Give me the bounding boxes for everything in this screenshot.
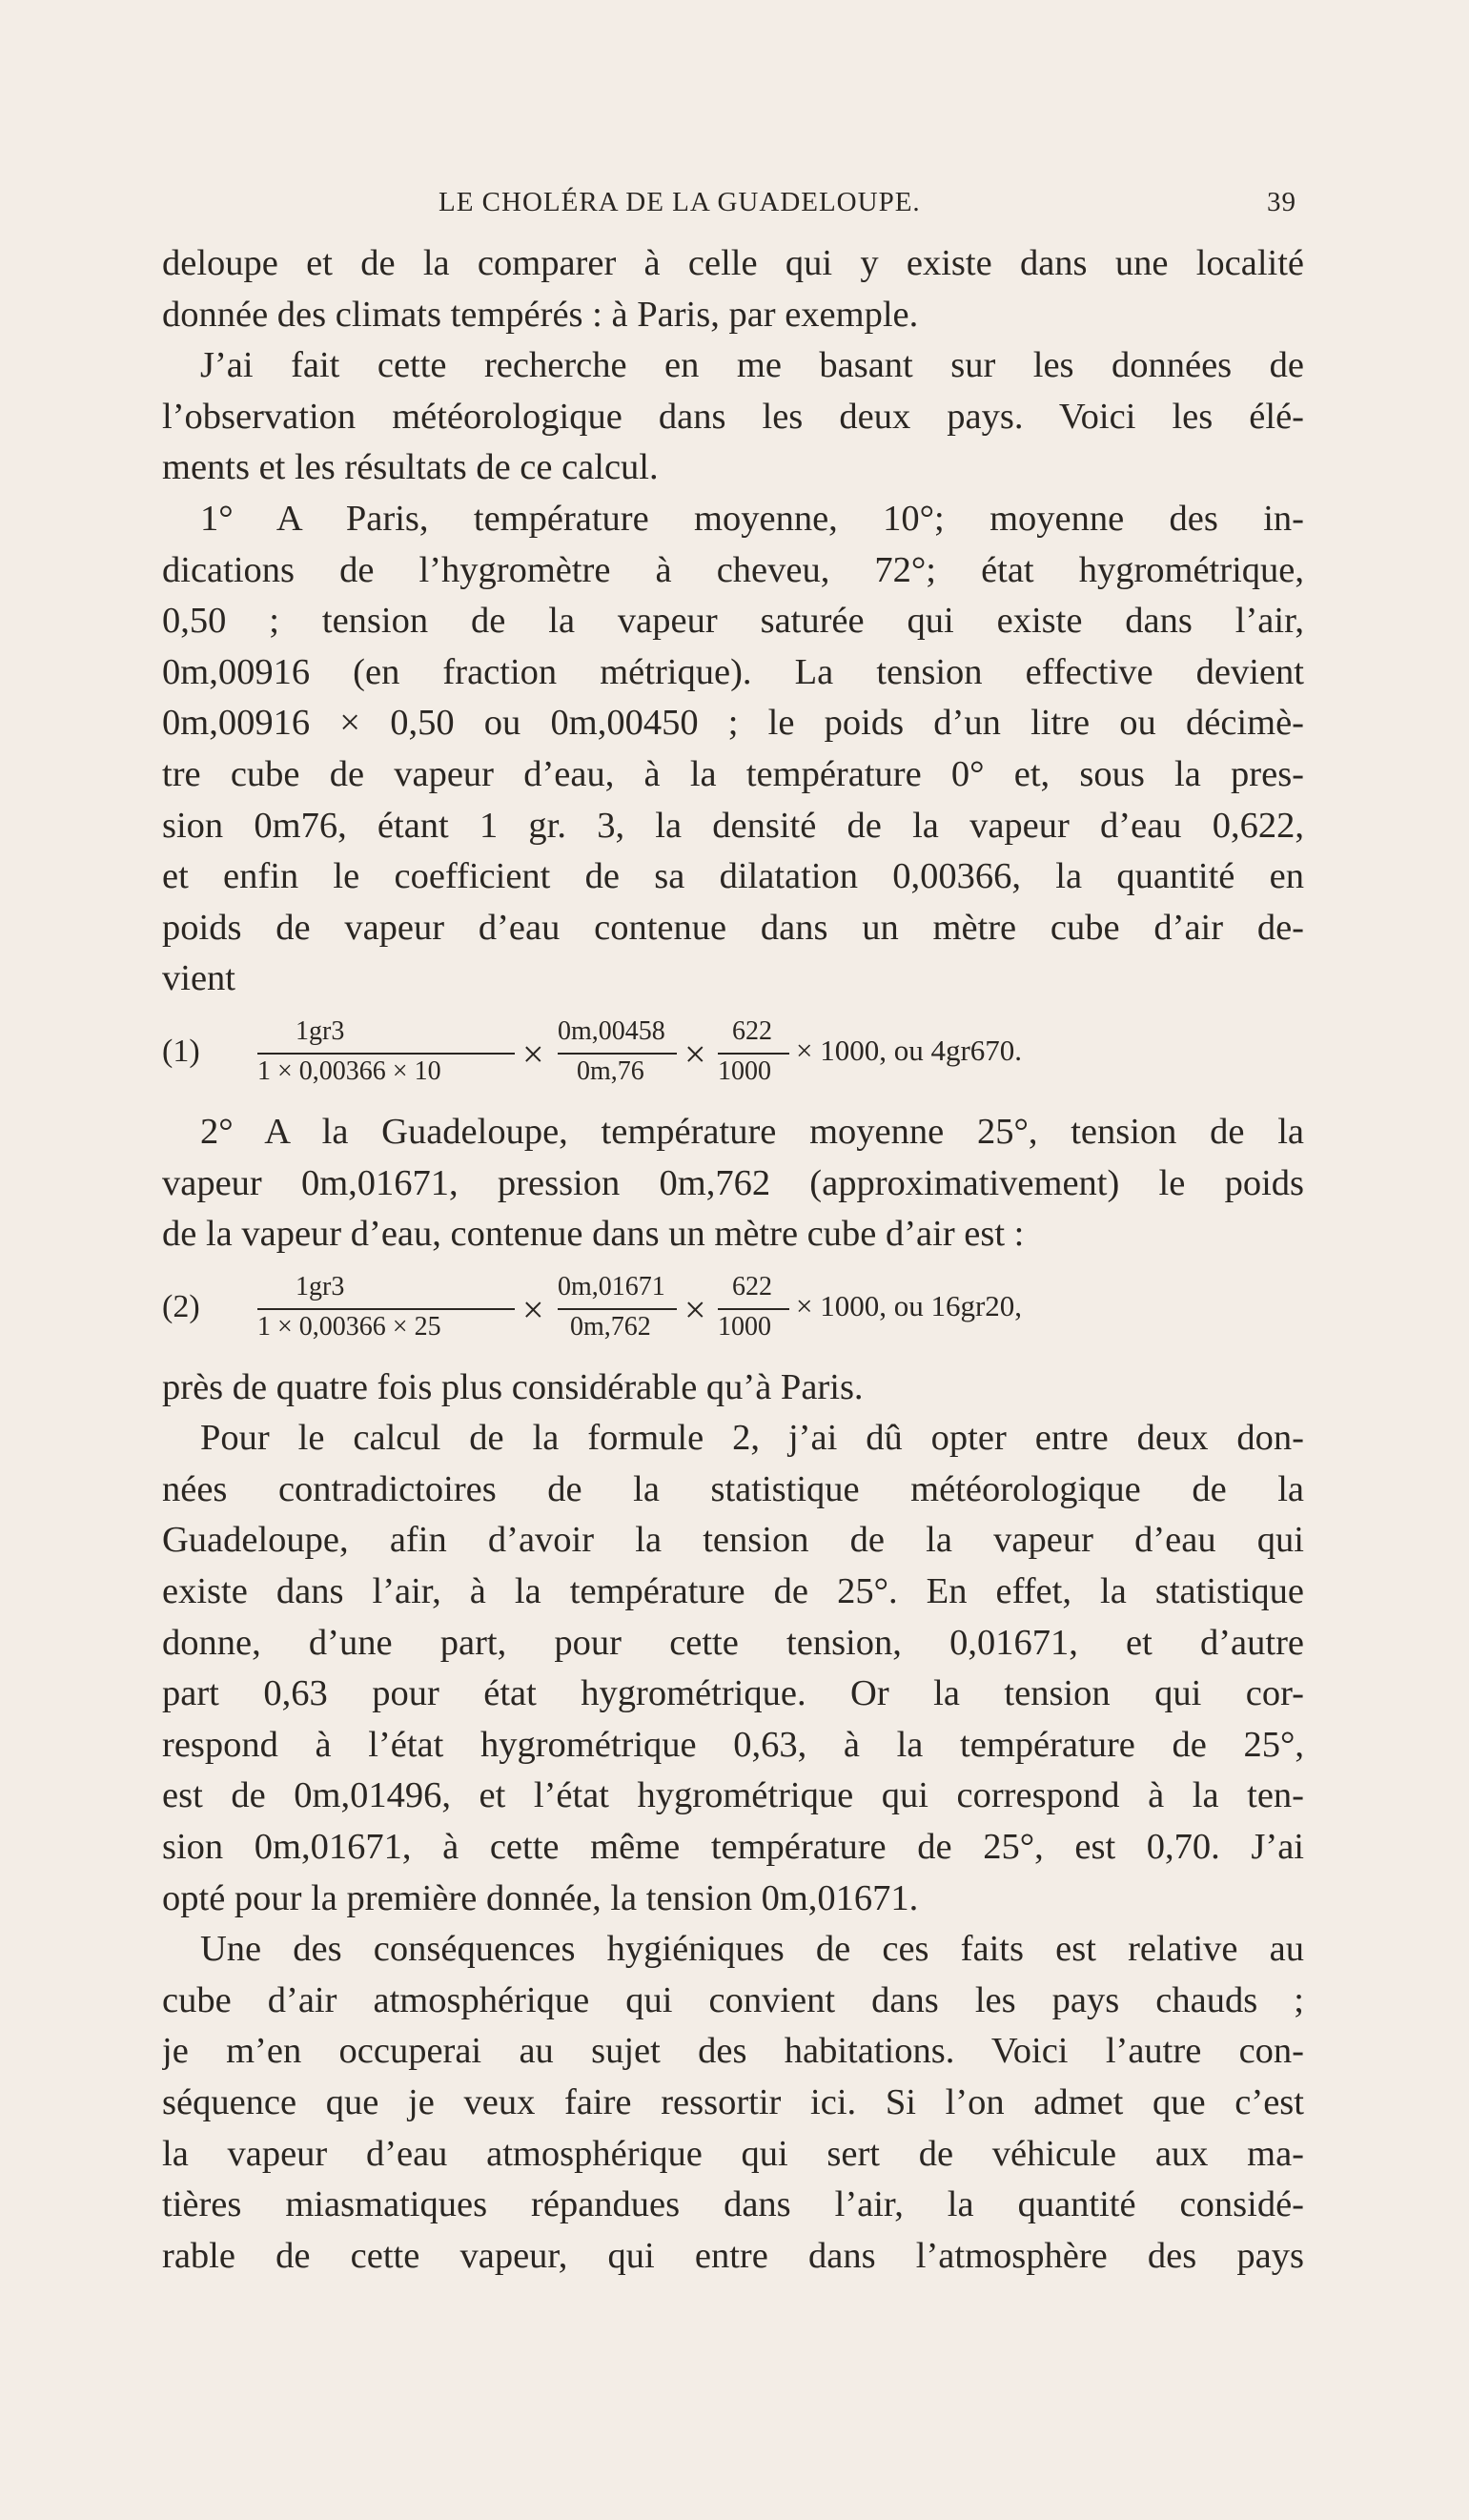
times-sign: × xyxy=(684,1287,706,1331)
text-line: existe dans l’air, à la température de 25°. En effet, la statistique xyxy=(162,1571,1304,1612)
formula-2 xyxy=(162,1260,1304,1362)
fraction-denominator: 0m,76 xyxy=(577,1055,644,1086)
text-line: ments et les résultats de ce calcul. xyxy=(162,447,659,488)
text-line: 0m,00916 × 0,50 ou 0m,00450 ; le poids d’un litre ou décimè- xyxy=(162,703,1304,744)
formula-result: × 1000, ou 16gr20, xyxy=(796,1288,1023,1322)
fraction-numerator: 1gr3 xyxy=(296,1015,345,1046)
text-line: 1° A Paris, température moyenne, 10°; moyenne des in- xyxy=(200,498,1304,539)
formula-label: (2) xyxy=(162,1288,200,1324)
text-line: poids de vapeur d’eau contenue dans un mètre cube d’air de- xyxy=(162,907,1304,948)
text-line: donne, d’une part, pour cette tension, 0,01671, et d’autre xyxy=(162,1622,1304,1663)
text-line: est de 0m,01496, et l’état hygrométrique qui correspond à la ten- xyxy=(162,1775,1304,1816)
times-sign: × xyxy=(522,1287,544,1331)
running-title: LE CHOLÉRA DE LA GUADELOUPE. xyxy=(439,187,921,217)
text-line: près de quatre fois plus considérable qu’à Paris. xyxy=(162,1366,864,1407)
text-line: dications de l’hygromètre à cheveu, 72°; état hygrométrique, xyxy=(162,549,1304,590)
fraction-denominator: 1000 xyxy=(718,1311,771,1342)
formula-1 xyxy=(162,1005,1304,1107)
fraction-bar xyxy=(558,1308,677,1310)
fraction-denominator: 1 × 0,00366 × 25 xyxy=(257,1311,441,1342)
text-line: vapeur 0m,01671, pression 0m,762 (approximativement) le poids xyxy=(162,1162,1304,1203)
fraction-denominator: 1000 xyxy=(718,1055,771,1086)
text-line: Pour le calcul de la formule 2, j’ai dû opter entre deux don- xyxy=(200,1418,1304,1459)
text-line: Une des conséquences hygiéniques de ces faits est relative au xyxy=(200,1929,1304,1970)
text-line: séquence que je veux faire ressortir ici. Si l’on admet que c’est xyxy=(162,2082,1304,2122)
text-line: tières miasmatiques répandues dans l’air, la quantité considé- xyxy=(162,2184,1304,2225)
fraction-denominator: 0m,762 xyxy=(570,1311,651,1342)
fraction-bar xyxy=(257,1053,515,1055)
running-header xyxy=(153,187,1296,225)
text-line: part 0,63 pour état hygrométrique. Or la tension qui cor- xyxy=(162,1673,1304,1714)
text-line: Guadeloupe, afin d’avoir la tension de la vapeur d’eau qui xyxy=(162,1520,1304,1561)
page-number: 39 xyxy=(1267,187,1296,217)
text-line: de la vapeur d’eau, contenue dans un mètre cube d’air est : xyxy=(162,1214,1025,1255)
text-line: donnée des climats tempérés : à Paris, par exemple. xyxy=(162,294,919,335)
formula-label: (1) xyxy=(162,1033,200,1069)
fraction-numerator: 0m,00458 xyxy=(558,1015,665,1046)
text-line: rable de cette vapeur, qui entre dans l’atmosphère des pays xyxy=(162,2235,1304,2276)
times-sign: × xyxy=(684,1032,706,1076)
text-line: la vapeur d’eau atmosphérique qui sert de véhicule aux ma- xyxy=(162,2133,1304,2174)
fraction-bar xyxy=(718,1308,789,1310)
text-line: nées contradictoires de la statistique météorologique de la xyxy=(162,1468,1304,1509)
text-line: sion 0m,01671, à cette même température de 25°, est 0,70. J’ai xyxy=(162,1827,1304,1868)
fraction-numerator: 0m,01671 xyxy=(558,1271,665,1301)
text-line: 2° A la Guadeloupe, température moyenne 25°, tension de la xyxy=(200,1111,1304,1152)
fraction-bar xyxy=(257,1308,515,1310)
body-text xyxy=(162,238,1304,2282)
text-line: et enfin le coefficient de sa dilatation 0,00366, la quantité en xyxy=(162,856,1304,897)
fraction-numerator: 1gr3 xyxy=(296,1271,345,1301)
text-line: cube d’air atmosphérique qui convient dans les pays chauds ; xyxy=(162,1979,1304,2020)
fraction-numerator: 622 xyxy=(732,1271,772,1301)
text-line: je m’en occuperai au sujet des habitations. Voici l’autre con- xyxy=(162,2031,1304,2072)
formula-result: × 1000, ou 4gr670. xyxy=(796,1033,1023,1067)
text-line: J’ai fait cette recherche en me basant sur les données de xyxy=(200,345,1304,386)
text-line: l’observation météorologique dans les deux pays. Voici les élé- xyxy=(162,396,1304,437)
text-line: 0m,00916 (en fraction métrique). La tension effective devient xyxy=(162,651,1304,692)
times-sign: × xyxy=(522,1032,544,1076)
fraction-numerator: 622 xyxy=(732,1015,772,1046)
fraction-bar xyxy=(558,1053,677,1055)
text-line: sion 0m76, étant 1 gr. 3, la densité de la vapeur d’eau 0,622, xyxy=(162,805,1304,846)
text-line: deloupe et de la comparer à celle qui y existe dans une localité xyxy=(162,243,1304,283)
text-line: opté pour la première donnée, la tension 0m,01671. xyxy=(162,1877,919,1918)
text-line: 0,50 ; tension de la vapeur saturée qui existe dans l’air, xyxy=(162,601,1304,642)
fraction-denominator: 1 × 0,00366 × 10 xyxy=(257,1055,441,1086)
text-line: respond à l’état hygrométrique 0,63, à la température de 25°, xyxy=(162,1724,1304,1765)
fraction-bar xyxy=(718,1053,789,1055)
text-line: tre cube de vapeur d’eau, à la température 0° et, sous la pres- xyxy=(162,753,1304,794)
text-line: vient xyxy=(162,958,235,999)
